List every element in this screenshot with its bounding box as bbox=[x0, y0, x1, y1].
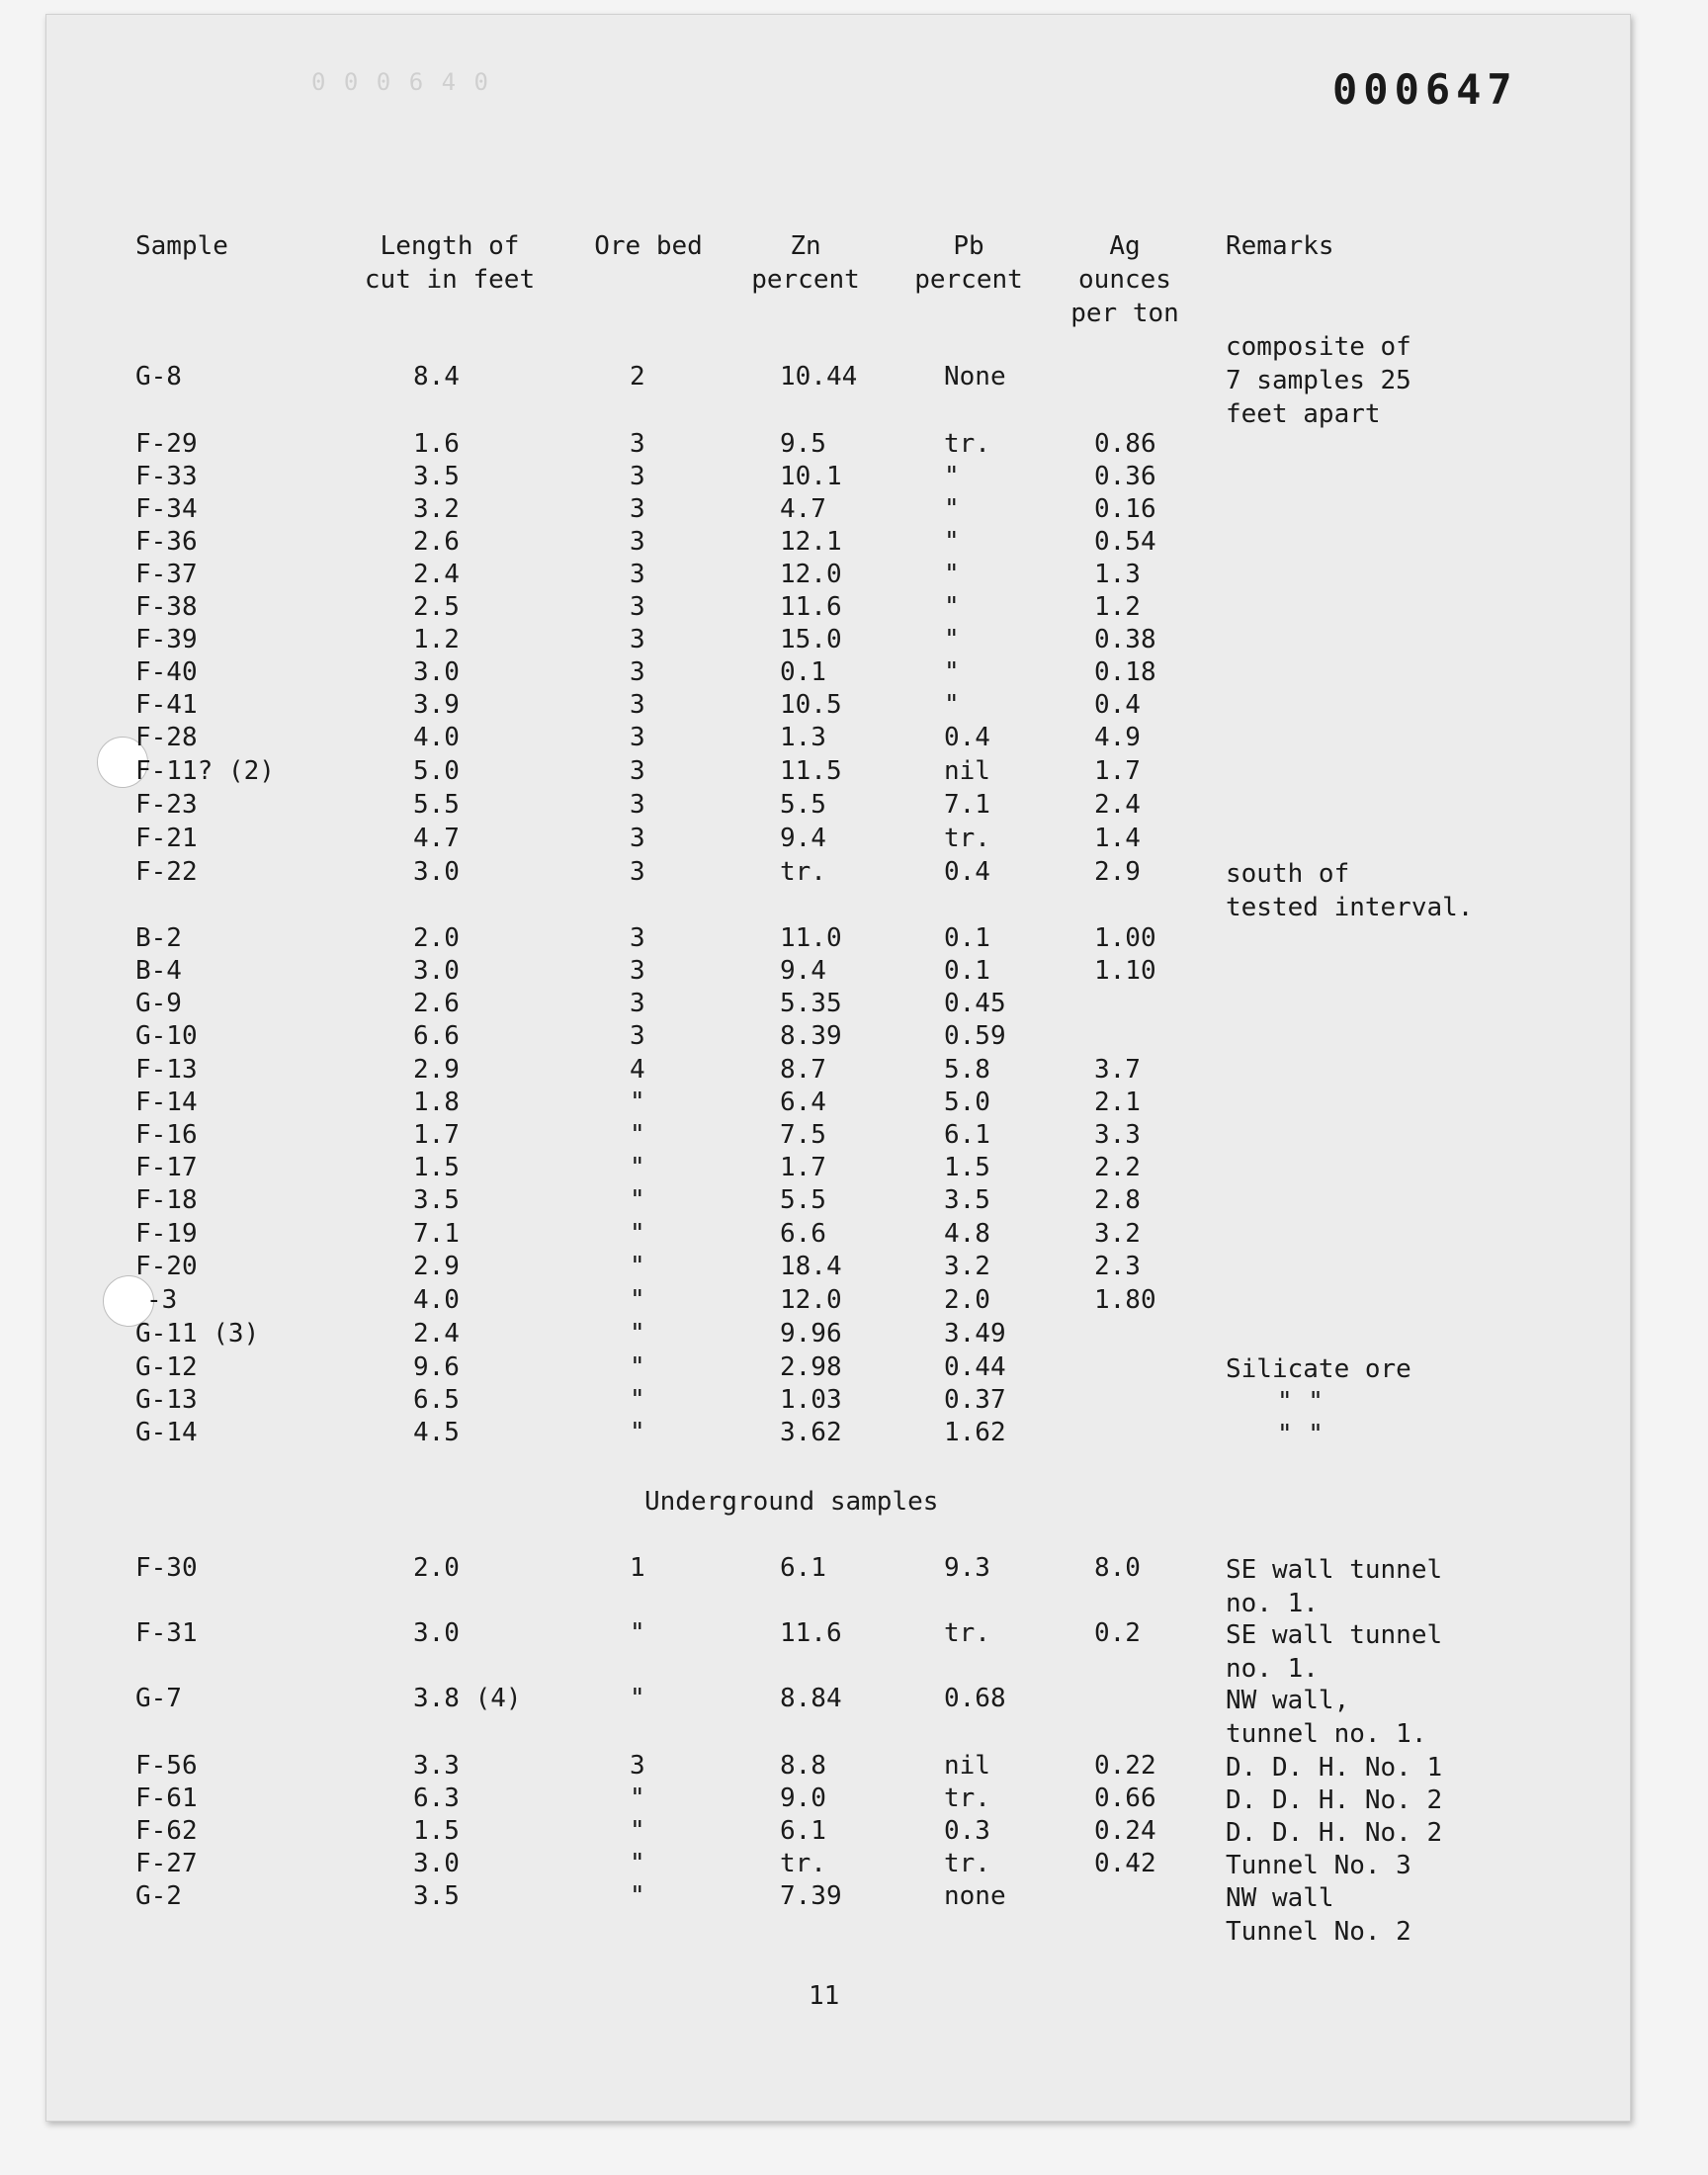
table-row bbox=[0, 429, 1708, 463]
cell-length: 7.1 bbox=[413, 1219, 460, 1249]
cell-length: 1.8 bbox=[413, 1088, 460, 1117]
cell-length: 3.0 bbox=[413, 1618, 460, 1648]
cell-sample: F-27 bbox=[135, 1849, 198, 1878]
header-remarks: Remarks bbox=[1226, 231, 1334, 261]
cell-ag: 0.18 bbox=[1094, 657, 1156, 687]
cell-zn: 6.4 bbox=[780, 1088, 826, 1117]
cell-sample: F-20 bbox=[135, 1252, 198, 1281]
table-row bbox=[0, 690, 1708, 724]
cell-ore-bed: 3 bbox=[630, 790, 645, 820]
header-pb: Pb percent bbox=[914, 231, 1023, 295]
cell-ag: 0.36 bbox=[1094, 462, 1156, 491]
cell-ag: 2.1 bbox=[1094, 1088, 1141, 1117]
cell-zn: 9.4 bbox=[780, 956, 826, 986]
cell-zn: 5.5 bbox=[780, 790, 826, 820]
cell-length: 5.0 bbox=[413, 756, 460, 786]
cell-ag: 0.22 bbox=[1094, 1751, 1156, 1781]
table-row bbox=[0, 592, 1708, 626]
cell-sample: F-18 bbox=[135, 1185, 198, 1215]
cell-length: 1.5 bbox=[413, 1153, 460, 1182]
cell-pb: 0.37 bbox=[944, 1385, 1006, 1415]
cell-zn: 1.7 bbox=[780, 1153, 826, 1182]
cell-zn: 8.8 bbox=[780, 1751, 826, 1781]
cell-sample: F-36 bbox=[135, 527, 198, 557]
cell-remarks: NW wall Tunnel No. 2 bbox=[1226, 1883, 1411, 1947]
document-number: 000647 bbox=[1332, 65, 1518, 114]
cell-ag: 0.38 bbox=[1094, 625, 1156, 654]
table-row bbox=[0, 756, 1708, 790]
cell-ore-bed: " bbox=[630, 1352, 645, 1382]
cell-length: 3.0 bbox=[413, 956, 460, 986]
bleed-through-text: 0 0 0 6 4 0 bbox=[311, 68, 490, 96]
cell-pb: tr. bbox=[944, 1618, 990, 1648]
cell-pb: tr. bbox=[944, 429, 990, 459]
cell-sample: F-33 bbox=[135, 462, 198, 491]
cell-length: 1.7 bbox=[413, 1120, 460, 1150]
cell-ag: 4.9 bbox=[1094, 723, 1141, 752]
cell-ore-bed: 3 bbox=[630, 1751, 645, 1781]
cell-length: 2.9 bbox=[413, 1055, 460, 1085]
cell-ore-bed: 2 bbox=[630, 362, 645, 392]
cell-zn: 12.0 bbox=[780, 560, 842, 589]
cell-pb: 0.44 bbox=[944, 1352, 1006, 1382]
cell-sample: F-37 bbox=[135, 560, 198, 589]
cell-length: 2.4 bbox=[413, 1319, 460, 1348]
table-row bbox=[0, 1055, 1708, 1088]
cell-ore-bed: 3 bbox=[630, 592, 645, 622]
table-row bbox=[0, 1088, 1708, 1121]
table-row bbox=[0, 1352, 1708, 1386]
cell-ag: 3.3 bbox=[1094, 1120, 1141, 1150]
cell-zn: 6.6 bbox=[780, 1219, 826, 1249]
cell-pb: 0.59 bbox=[944, 1021, 1006, 1051]
cell-remarks: NW wall, tunnel no. 1. bbox=[1226, 1686, 1427, 1749]
cell-sample: G-7 bbox=[135, 1684, 182, 1713]
cell-zn: 1.03 bbox=[780, 1385, 842, 1415]
cell-sample: G-12 bbox=[135, 1352, 198, 1382]
cell-pb: 3.49 bbox=[944, 1319, 1006, 1348]
header-sample: Sample bbox=[135, 231, 228, 261]
cell-zn: 9.96 bbox=[780, 1319, 842, 1348]
cell-sample: F-38 bbox=[135, 592, 198, 622]
cell-pb: 0.45 bbox=[944, 989, 1006, 1018]
cell-sample: F-56 bbox=[135, 1751, 198, 1781]
cell-sample: F-11? (2) bbox=[135, 756, 275, 786]
cell-zn: 12.0 bbox=[780, 1285, 842, 1315]
cell-length: 1.6 bbox=[413, 429, 460, 459]
cell-remarks: D. D. H. No. 2 bbox=[1226, 1818, 1443, 1848]
cell-ore-bed: 3 bbox=[630, 824, 645, 853]
cell-ag: 0.4 bbox=[1094, 690, 1141, 720]
cell-pb: None bbox=[944, 362, 1006, 392]
cell-ore-bed: 3 bbox=[630, 625, 645, 654]
cell-length: 9.6 bbox=[413, 1352, 460, 1382]
cell-ore-bed: " bbox=[630, 1153, 645, 1182]
cell-ore-bed: " bbox=[630, 1618, 645, 1648]
cell-zn: 6.1 bbox=[780, 1553, 826, 1583]
cell-ore-bed: " bbox=[630, 1684, 645, 1713]
cell-length: 2.6 bbox=[413, 527, 460, 557]
table-row bbox=[0, 1881, 1708, 1915]
cell-ore-bed: " bbox=[630, 1849, 645, 1878]
cell-length: 3.5 bbox=[413, 462, 460, 491]
cell-ag: 2.3 bbox=[1094, 1252, 1141, 1281]
cell-zn: 9.4 bbox=[780, 824, 826, 853]
cell-ore-bed: 4 bbox=[630, 1055, 645, 1085]
cell-sample: F-13 bbox=[135, 1055, 198, 1085]
cell-zn: 3.62 bbox=[780, 1418, 842, 1447]
remark-south-of-interval: south of tested interval. bbox=[1226, 859, 1474, 922]
cell-pb: " bbox=[944, 592, 960, 622]
remark-ditto: " " bbox=[1277, 1420, 1324, 1449]
cell-pb: 9.3 bbox=[944, 1553, 990, 1583]
underground-samples-heading: Underground samples bbox=[644, 1487, 939, 1517]
cell-ore-bed: 3 bbox=[630, 462, 645, 491]
cell-ag: 0.54 bbox=[1094, 527, 1156, 557]
table-row bbox=[0, 1021, 1708, 1055]
table-row bbox=[0, 1120, 1708, 1154]
cell-sample: F-19 bbox=[135, 1219, 198, 1249]
cell-ore-bed: " bbox=[630, 1219, 645, 1249]
cell-length: 3.5 bbox=[413, 1881, 460, 1911]
cell-ore-bed: 3 bbox=[630, 494, 645, 524]
cell-zn: 8.84 bbox=[780, 1684, 842, 1713]
table-row bbox=[0, 1319, 1708, 1352]
cell-ag: 1.80 bbox=[1094, 1285, 1156, 1315]
cell-length: 6.3 bbox=[413, 1784, 460, 1813]
cell-ore-bed: " bbox=[630, 1816, 645, 1846]
cell-length: 4.0 bbox=[413, 1285, 460, 1315]
page-number: 11 bbox=[809, 1981, 840, 2011]
cell-zn: 11.6 bbox=[780, 592, 842, 622]
cell-sample: F-17 bbox=[135, 1153, 198, 1182]
cell-ag: 0.2 bbox=[1094, 1618, 1141, 1648]
cell-sample: F-30 bbox=[135, 1553, 198, 1583]
table-row bbox=[0, 1553, 1708, 1587]
cell-ag: 1.3 bbox=[1094, 560, 1141, 589]
cell-zn: 5.5 bbox=[780, 1185, 826, 1215]
cell-sample: G-10 bbox=[135, 1021, 198, 1051]
header-ore-bed: Ore bed bbox=[594, 231, 703, 261]
cell-sample: G-11 (3) bbox=[135, 1319, 260, 1348]
cell-sample: -3 bbox=[146, 1285, 178, 1315]
table-row bbox=[0, 1751, 1708, 1784]
table-row bbox=[0, 362, 1708, 395]
cell-sample: F-31 bbox=[135, 1618, 198, 1648]
cell-sample: F-62 bbox=[135, 1816, 198, 1846]
table-row bbox=[0, 1684, 1708, 1717]
cell-length: 2.6 bbox=[413, 989, 460, 1018]
cell-pb: 4.8 bbox=[944, 1219, 990, 1249]
cell-ag: 1.00 bbox=[1094, 923, 1156, 953]
header-ag: Ag ounces per ton bbox=[1070, 231, 1179, 328]
table-row bbox=[0, 1784, 1708, 1817]
cell-ore-bed: 1 bbox=[630, 1553, 645, 1583]
cell-length: 6.5 bbox=[413, 1385, 460, 1415]
table-row bbox=[0, 462, 1708, 495]
cell-ore-bed: " bbox=[630, 1252, 645, 1281]
cell-ag: 1.4 bbox=[1094, 824, 1141, 853]
table-row bbox=[0, 1816, 1708, 1850]
header-zn: Zn percent bbox=[751, 231, 860, 295]
cell-zn: 8.7 bbox=[780, 1055, 826, 1085]
cell-pb: none bbox=[944, 1881, 1006, 1911]
cell-pb: 5.0 bbox=[944, 1088, 990, 1117]
cell-pb: nil bbox=[944, 1751, 990, 1781]
cell-zn: 18.4 bbox=[780, 1252, 842, 1281]
cell-ag: 0.86 bbox=[1094, 429, 1156, 459]
cell-ore-bed: 3 bbox=[630, 857, 645, 887]
cell-zn: 0.1 bbox=[780, 657, 826, 687]
table-row bbox=[0, 1153, 1708, 1186]
cell-pb: tr. bbox=[944, 1784, 990, 1813]
cell-sample: F-23 bbox=[135, 790, 198, 820]
cell-zn: 7.5 bbox=[780, 1120, 826, 1150]
cell-zn: 11.5 bbox=[780, 756, 842, 786]
table-row bbox=[0, 1849, 1708, 1882]
cell-zn: 2.98 bbox=[780, 1352, 842, 1382]
cell-length: 2.9 bbox=[413, 1252, 460, 1281]
cell-length: 8.4 bbox=[413, 362, 460, 392]
cell-sample: F-28 bbox=[135, 723, 198, 752]
cell-pb: " bbox=[944, 462, 960, 491]
cell-sample: F-34 bbox=[135, 494, 198, 524]
table-row bbox=[0, 657, 1708, 691]
cell-pb: 3.2 bbox=[944, 1252, 990, 1281]
table-row bbox=[0, 1185, 1708, 1219]
cell-ore-bed: " bbox=[630, 1881, 645, 1911]
cell-pb: tr. bbox=[944, 824, 990, 853]
cell-sample: G-9 bbox=[135, 989, 182, 1018]
cell-ore-bed: " bbox=[630, 1285, 645, 1315]
cell-pb: 7.1 bbox=[944, 790, 990, 820]
cell-sample: F-21 bbox=[135, 824, 198, 853]
cell-zn: 11.0 bbox=[780, 923, 842, 953]
cell-length: 3.8 (4) bbox=[413, 1684, 522, 1713]
cell-remarks: SE wall tunnel no. 1. bbox=[1226, 1555, 1443, 1618]
cell-length: 1.2 bbox=[413, 625, 460, 654]
cell-zn: 5.35 bbox=[780, 989, 842, 1018]
table-row bbox=[0, 1418, 1708, 1451]
cell-zn: 7.39 bbox=[780, 1881, 842, 1911]
cell-ore-bed: " bbox=[630, 1088, 645, 1117]
cell-ag: 0.66 bbox=[1094, 1784, 1156, 1813]
cell-length: 2.0 bbox=[413, 1553, 460, 1583]
cell-length: 3.9 bbox=[413, 690, 460, 720]
cell-sample: F-29 bbox=[135, 429, 198, 459]
remark-composite: composite of 7 samples 25 feet apart bbox=[1226, 332, 1411, 429]
cell-sample: F-61 bbox=[135, 1784, 198, 1813]
cell-sample: F-22 bbox=[135, 857, 198, 887]
cell-ore-bed: " bbox=[630, 1319, 645, 1348]
cell-pb: 0.3 bbox=[944, 1816, 990, 1846]
cell-length: 5.5 bbox=[413, 790, 460, 820]
cell-pb: 1.5 bbox=[944, 1153, 990, 1182]
cell-length: 3.0 bbox=[413, 857, 460, 887]
cell-ore-bed: 3 bbox=[630, 956, 645, 986]
cell-pb: 0.1 bbox=[944, 956, 990, 986]
table-row bbox=[0, 923, 1708, 957]
cell-ag: 1.7 bbox=[1094, 756, 1141, 786]
remark-ditto: " " bbox=[1277, 1387, 1324, 1417]
cell-length: 2.0 bbox=[413, 923, 460, 953]
cell-zn: 11.6 bbox=[780, 1618, 842, 1648]
cell-ore-bed: 3 bbox=[630, 690, 645, 720]
cell-length: 3.3 bbox=[413, 1751, 460, 1781]
cell-ore-bed: 3 bbox=[630, 989, 645, 1018]
cell-ore-bed: 3 bbox=[630, 756, 645, 786]
remark-silicate-ore: Silicate ore bbox=[1226, 1354, 1411, 1384]
cell-zn: tr. bbox=[780, 857, 826, 887]
cell-pb: " bbox=[944, 625, 960, 654]
cell-ore-bed: " bbox=[630, 1784, 645, 1813]
cell-ag: 0.42 bbox=[1094, 1849, 1156, 1878]
cell-ag: 3.2 bbox=[1094, 1219, 1141, 1249]
cell-ag: 0.24 bbox=[1094, 1816, 1156, 1846]
table-row bbox=[0, 989, 1708, 1022]
cell-length: 4.7 bbox=[413, 824, 460, 853]
table-row bbox=[0, 1285, 1708, 1319]
cell-pb: " bbox=[944, 560, 960, 589]
cell-zn: 9.0 bbox=[780, 1784, 826, 1813]
cell-sample: B-2 bbox=[135, 923, 182, 953]
cell-sample: G-14 bbox=[135, 1418, 198, 1447]
cell-ore-bed: " bbox=[630, 1120, 645, 1150]
cell-pb: 0.68 bbox=[944, 1684, 1006, 1713]
cell-ag: 0.16 bbox=[1094, 494, 1156, 524]
table-row bbox=[0, 1385, 1708, 1419]
table-row bbox=[0, 560, 1708, 593]
cell-zn: 10.44 bbox=[780, 362, 858, 392]
cell-zn: 15.0 bbox=[780, 625, 842, 654]
cell-length: 1.5 bbox=[413, 1816, 460, 1846]
table-row bbox=[0, 723, 1708, 756]
cell-length: 4.5 bbox=[413, 1418, 460, 1447]
cell-zn: 6.1 bbox=[780, 1816, 826, 1846]
cell-ag: 8.0 bbox=[1094, 1553, 1141, 1583]
cell-sample: F-40 bbox=[135, 657, 198, 687]
cell-ore-bed: 3 bbox=[630, 560, 645, 589]
cell-length: 2.4 bbox=[413, 560, 460, 589]
cell-pb: 3.5 bbox=[944, 1185, 990, 1215]
cell-pb: " bbox=[944, 690, 960, 720]
cell-pb: tr. bbox=[944, 1849, 990, 1878]
cell-ore-bed: 3 bbox=[630, 1021, 645, 1051]
cell-length: 3.2 bbox=[413, 494, 460, 524]
cell-pb: " bbox=[944, 494, 960, 524]
table-row bbox=[0, 1252, 1708, 1285]
cell-sample: B-4 bbox=[135, 956, 182, 986]
cell-sample: G-8 bbox=[135, 362, 182, 392]
cell-sample: F-16 bbox=[135, 1120, 198, 1150]
cell-pb: 0.4 bbox=[944, 857, 990, 887]
cell-pb: nil bbox=[944, 756, 990, 786]
table-row bbox=[0, 824, 1708, 857]
cell-ore-bed: 3 bbox=[630, 657, 645, 687]
cell-ore-bed: 3 bbox=[630, 429, 645, 459]
cell-ore-bed: 3 bbox=[630, 527, 645, 557]
cell-zn: 12.1 bbox=[780, 527, 842, 557]
cell-sample: G-13 bbox=[135, 1385, 198, 1415]
table-row bbox=[0, 1618, 1708, 1652]
cell-ag: 2.2 bbox=[1094, 1153, 1141, 1182]
table-row bbox=[0, 625, 1708, 658]
cell-pb: " bbox=[944, 657, 960, 687]
cell-ore-bed: " bbox=[630, 1418, 645, 1447]
cell-ore-bed: 3 bbox=[630, 723, 645, 752]
cell-length: 4.0 bbox=[413, 723, 460, 752]
table-row bbox=[0, 527, 1708, 561]
cell-zn: 9.5 bbox=[780, 429, 826, 459]
cell-pb: 0.1 bbox=[944, 923, 990, 953]
cell-remarks: SE wall tunnel no. 1. bbox=[1226, 1620, 1443, 1684]
cell-pb: " bbox=[944, 527, 960, 557]
table-row bbox=[0, 1219, 1708, 1253]
cell-remarks: Tunnel No. 3 bbox=[1226, 1851, 1411, 1880]
cell-pb: 2.0 bbox=[944, 1285, 990, 1315]
cell-ore-bed: " bbox=[630, 1385, 645, 1415]
cell-ag: 1.10 bbox=[1094, 956, 1156, 986]
cell-zn: 8.39 bbox=[780, 1021, 842, 1051]
cell-length: 3.5 bbox=[413, 1185, 460, 1215]
cell-length: 6.6 bbox=[413, 1021, 460, 1051]
cell-pb: 5.8 bbox=[944, 1055, 990, 1085]
cell-sample: F-14 bbox=[135, 1088, 198, 1117]
cell-zn: tr. bbox=[780, 1849, 826, 1878]
cell-sample: F-39 bbox=[135, 625, 198, 654]
header-length: Length of cut in feet bbox=[364, 231, 536, 295]
cell-length: 2.5 bbox=[413, 592, 460, 622]
cell-pb: 1.62 bbox=[944, 1418, 1006, 1447]
cell-ag: 1.2 bbox=[1094, 592, 1141, 622]
cell-zn: 10.1 bbox=[780, 462, 842, 491]
cell-ag: 2.9 bbox=[1094, 857, 1141, 887]
cell-pb: 0.4 bbox=[944, 723, 990, 752]
cell-ag: 3.7 bbox=[1094, 1055, 1141, 1085]
table-row bbox=[0, 494, 1708, 528]
cell-sample: G-2 bbox=[135, 1881, 182, 1911]
cell-zn: 1.3 bbox=[780, 723, 826, 752]
cell-ore-bed: 3 bbox=[630, 923, 645, 953]
table-row bbox=[0, 956, 1708, 990]
cell-length: 3.0 bbox=[413, 1849, 460, 1878]
cell-remarks: D. D. H. No. 2 bbox=[1226, 1785, 1443, 1815]
cell-sample: F-41 bbox=[135, 690, 198, 720]
table-row bbox=[0, 790, 1708, 824]
cell-pb: 6.1 bbox=[944, 1120, 990, 1150]
cell-ore-bed: " bbox=[630, 1185, 645, 1215]
cell-ag: 2.8 bbox=[1094, 1185, 1141, 1215]
cell-zn: 4.7 bbox=[780, 494, 826, 524]
cell-ag: 2.4 bbox=[1094, 790, 1141, 820]
cell-remarks: D. D. H. No. 1 bbox=[1226, 1753, 1443, 1783]
cell-length: 3.0 bbox=[413, 657, 460, 687]
cell-zn: 10.5 bbox=[780, 690, 842, 720]
